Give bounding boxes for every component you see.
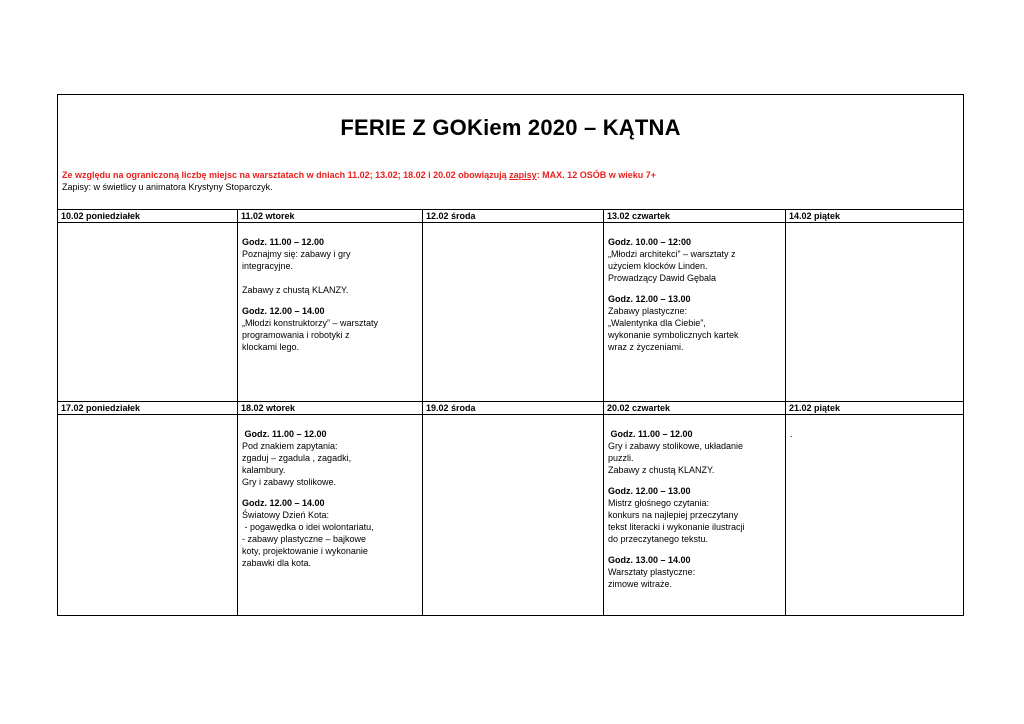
event-time: Godz. 13.00 – 14.00	[608, 555, 691, 565]
day-events	[238, 415, 422, 569]
registration-notice: Ze względu na ograniczoną liczbę miejsc na warsztatach w dniach 11.02; 13.02; 18.02 i 20.02 obowiązują zapisy: MAX. 12 OSÓB w wieku 7+	[62, 170, 656, 180]
day-header: 11.02 wtorek	[238, 210, 422, 223]
event-time: Godz. 12.00 – 13.00	[608, 486, 691, 496]
event-line: „Walentynka dla Ciebie”,	[608, 318, 706, 328]
day-column-thu	[604, 210, 786, 401]
event-line: zabawki dla kota.	[242, 558, 312, 568]
event-line: wykonanie symbolicznych kartek	[608, 330, 739, 340]
event-line: tekst literacki i wykonanie ilustracji	[608, 522, 745, 532]
day-header: 13.02 czwartek	[604, 210, 785, 223]
event-line: programowania i robotyki z	[242, 330, 350, 340]
event-entry	[608, 554, 781, 590]
event-entry	[608, 236, 781, 284]
day-header: 12.02 środa	[423, 210, 603, 223]
day-header: 17.02 poniedziałek	[58, 402, 237, 415]
day-header: 20.02 czwartek	[604, 402, 785, 415]
day-column-fri	[786, 210, 963, 401]
event-line: konkurs na najlepiej przeczytany	[608, 510, 739, 520]
day-column-mon	[58, 402, 238, 616]
event-entry	[242, 305, 418, 353]
event-line: klockami lego.	[242, 342, 300, 352]
page-title: FERIE Z GOKiem 2020 – KĄTNA	[340, 115, 681, 140]
day-events	[238, 223, 422, 353]
event-line: wraz z życzeniami.	[608, 342, 684, 352]
event-line: Prowadzący Dawid Gębala	[608, 273, 717, 283]
event-entry	[242, 497, 418, 569]
event-line: Światowy Dzień Kota:	[242, 510, 330, 520]
event-line: Pod znakiem zapytania:	[242, 441, 338, 451]
event-time: Godz. 12.00 – 14.00	[242, 306, 325, 316]
event-entry	[608, 428, 781, 476]
event-line: Warsztaty plastyczne:	[608, 567, 696, 577]
event-line: Mistrz głośnego czytania:	[608, 498, 710, 508]
event-line: koty, projektowanie i wykonanie	[242, 546, 368, 556]
day-column-fri	[786, 402, 963, 616]
day-column-wed	[423, 402, 604, 616]
week-2-row	[58, 401, 963, 616]
event-line: .	[790, 429, 793, 439]
day-header: 10.02 poniedziałek	[58, 210, 237, 223]
day-column-wed	[423, 210, 604, 401]
day-events	[604, 415, 785, 590]
event-line: integracyjne.	[242, 261, 294, 271]
event-line: Gry i zabawy stolikowe, układanie	[608, 441, 744, 451]
event-line: Zabawy z chustą KLANZY.	[242, 285, 349, 295]
day-column-mon	[58, 210, 238, 401]
event-time: Godz. 11.00 – 12.00	[608, 429, 693, 439]
table-header	[58, 95, 963, 210]
day-column-tue	[238, 210, 423, 401]
event-entry	[608, 293, 781, 353]
event-line: „Młodzi architekci” – warsztaty z	[608, 249, 736, 259]
event-entry	[608, 485, 781, 545]
event-line: „Młodzi konstruktorzy” – warsztaty	[242, 318, 379, 328]
schedule-table	[57, 94, 964, 616]
spacer	[242, 272, 418, 284]
event-time: Godz. 11.00 – 12.00	[242, 237, 325, 247]
signup-info: Zapisy: w świetlicy u animatora Krystyny Stoparczyk.	[62, 182, 273, 192]
event-time: Godz. 12.00 – 14.00	[242, 498, 325, 508]
day-header: 14.02 piątek	[786, 210, 963, 223]
event-line: do przeczytanego tekstu.	[608, 534, 709, 544]
day-events	[604, 223, 785, 353]
event-time: Godz. 11.00 – 12.00	[242, 429, 327, 439]
registration-link[interactable]: zapisy	[509, 170, 537, 180]
day-header: 18.02 wtorek	[238, 402, 422, 415]
week-1-row	[58, 210, 963, 401]
event-line: Zabawy z chustą KLANZY.	[608, 465, 715, 475]
event-line: zimowe witraże.	[608, 579, 673, 589]
day-header: 19.02 środa	[423, 402, 603, 415]
event-time: Godz. 10.00 – 12:00	[608, 237, 692, 247]
event-line: - zabawy plastyczne – bajkowe	[242, 534, 367, 544]
event-entry	[242, 236, 418, 296]
event-line: kalambury.	[242, 465, 286, 475]
event-line: - pogawędka o idei wolontariatu,	[242, 522, 374, 532]
event-line: Poznajmy się: zabawy i gry	[242, 249, 351, 259]
event-line: zgaduj – zgadula , zagadki,	[242, 453, 352, 463]
day-column-thu	[604, 402, 786, 616]
event-entry	[242, 428, 418, 488]
event-line: Zabawy plastyczne:	[608, 306, 688, 316]
day-header: 21.02 piątek	[786, 402, 963, 415]
event-line: puzzli.	[608, 453, 634, 463]
event-line: użyciem klocków Linden.	[608, 261, 708, 271]
event-entry	[790, 428, 959, 440]
day-events	[786, 415, 963, 440]
day-column-tue	[238, 402, 423, 616]
event-line: Gry i zabawy stolikowe.	[242, 477, 337, 487]
event-time: Godz. 12.00 – 13.00	[608, 294, 691, 304]
